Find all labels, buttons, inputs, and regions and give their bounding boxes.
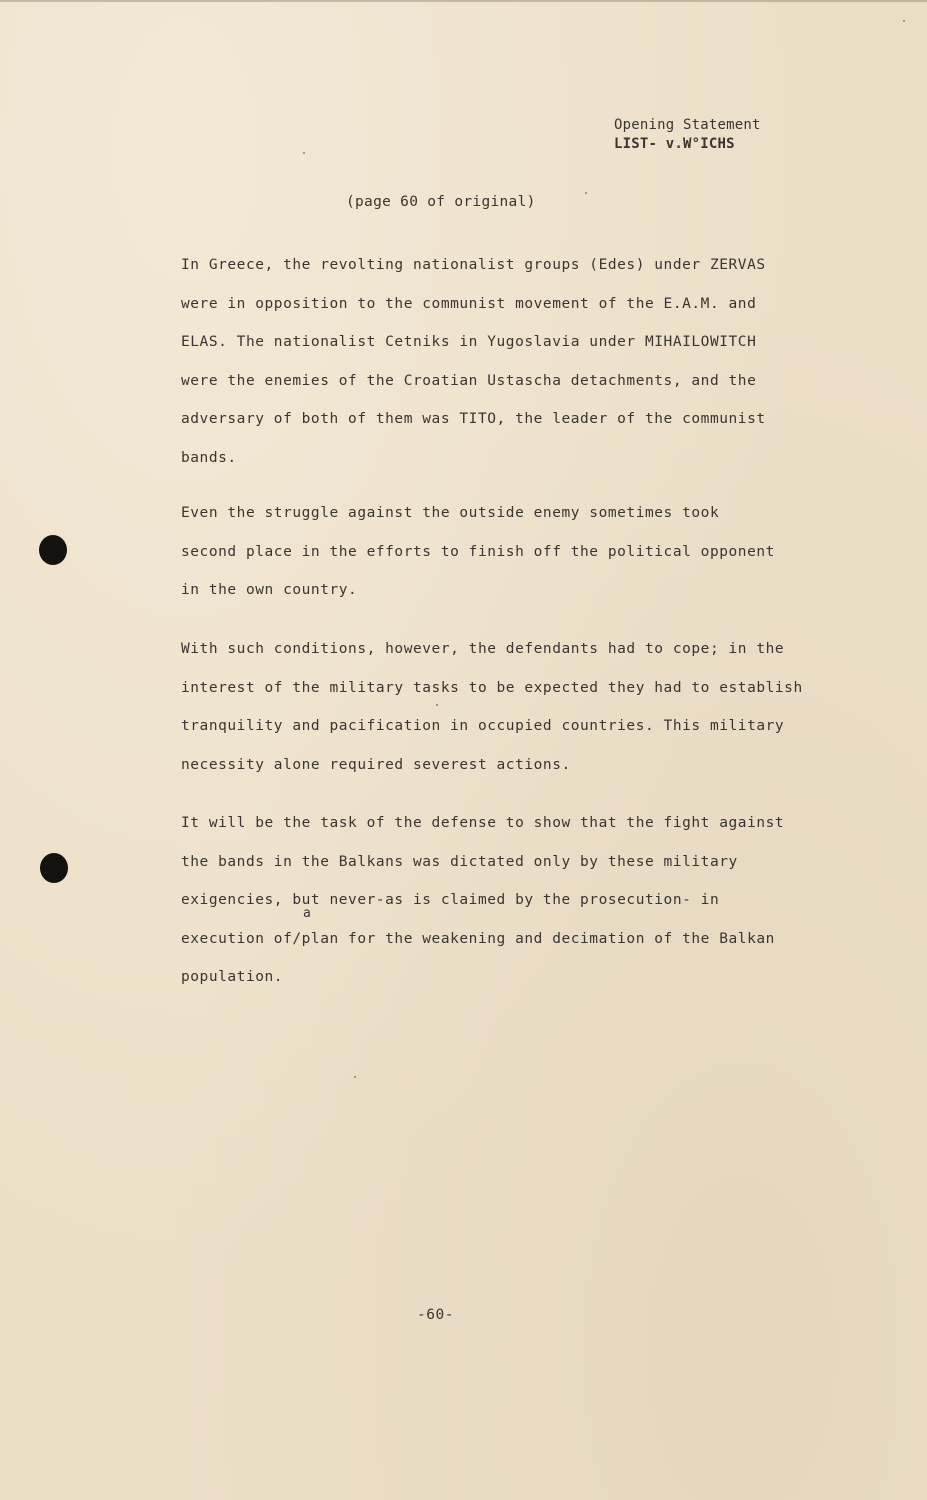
text-line: With such conditions, however, the defendants had to cope; in the (181, 641, 785, 657)
paper-speck (585, 192, 587, 194)
page-top-edge (0, 0, 927, 2)
paper-speck (903, 20, 905, 22)
paragraph-3 (181, 630, 803, 784)
text-line: bands. (181, 449, 237, 466)
handwritten-insertion: a (303, 906, 311, 921)
text-line: were the enemies of the Croatian Ustascha detachments, and the (181, 372, 757, 389)
text-line: necessity alone required severest actions. (181, 756, 571, 773)
original-page-reference: (page 60 of original) (346, 194, 536, 210)
text-line: adversary of both of them was TITO, the leader of the communist (181, 411, 766, 427)
header-case-name: LIST- v.W°ICHS (614, 136, 735, 152)
text-line: ELAS. The nationalist Cetniks in Yugoslavia under MIHAILOWITCH (181, 334, 757, 350)
page-number: -60- (417, 1307, 454, 1323)
text-line: Even the struggle against the outside enemy sometimes took (181, 505, 720, 521)
text-line: execution of/plan for the weakening and decimation of the Balkan (181, 930, 775, 947)
text-line: in the own country. (181, 582, 358, 598)
paragraph-2 (181, 494, 775, 610)
text-line: the bands in the Balkans was dictated only by these military (181, 853, 738, 870)
text-line: exigencies, but never-as is claimed by the prosecution- in (181, 892, 720, 908)
text-line: second place in the efforts to finish off the political opponent (181, 543, 775, 560)
paper-speck (303, 152, 305, 154)
text-line: It will be the task of the defense to show that the fight against (181, 815, 785, 831)
text-line: In Greece, the revolting nationalist groups (Edes) under ZERVAS (181, 257, 766, 273)
punch-hole (40, 853, 68, 883)
paper-speck (354, 1076, 356, 1078)
paper-speck (436, 704, 438, 706)
text-line: tranquility and pacification in occupied countries. This military (181, 718, 785, 734)
document-header (614, 116, 761, 154)
paragraph-4 (181, 804, 784, 997)
punch-hole (39, 535, 67, 565)
text-line: were in opposition to the communist movement of the E.A.M. and (181, 295, 757, 312)
header-title: Opening Statement (614, 117, 761, 133)
text-line: interest of the military tasks to be expected they had to establish (181, 679, 803, 696)
text-line: population. (181, 969, 284, 985)
paragraph-1 (181, 246, 766, 477)
